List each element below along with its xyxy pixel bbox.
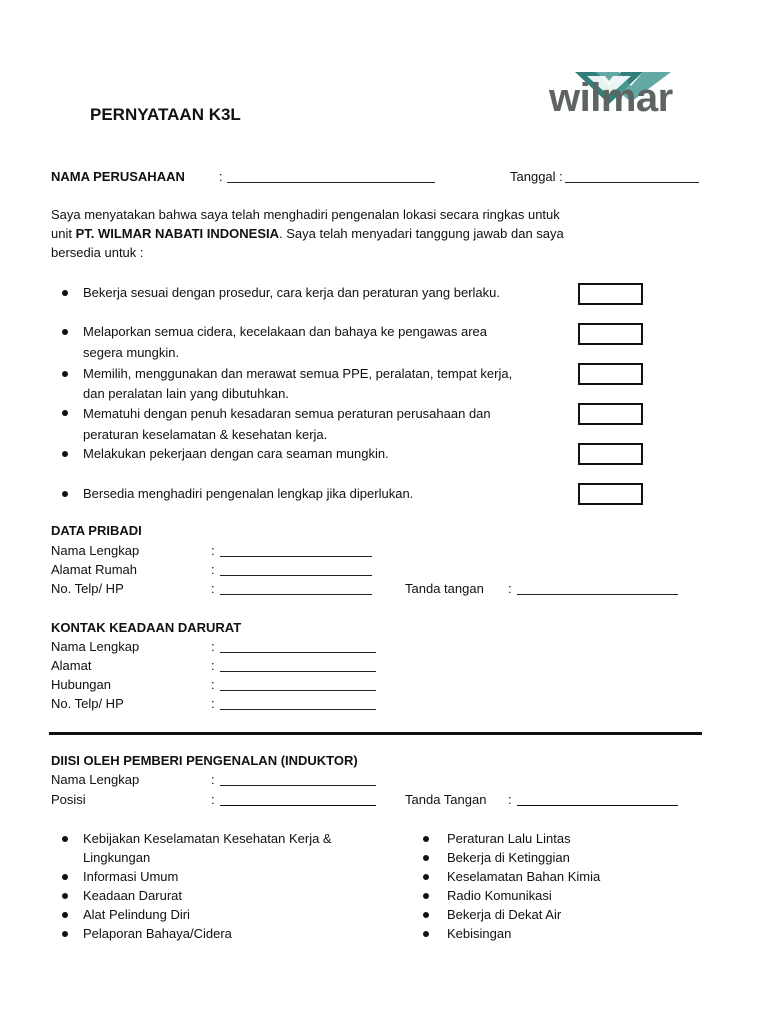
topic-item: Bekerja di Dekat Air <box>447 907 562 922</box>
wilmar-logo-text: wilmar <box>549 76 673 120</box>
personal-signature-field[interactable] <box>517 594 678 595</box>
commitment-checkbox-2[interactable] <box>578 323 643 345</box>
colon: : <box>211 562 215 577</box>
bullet-icon <box>62 329 68 335</box>
statement-company: PT. WILMAR NABATI INDONESIA <box>75 226 279 241</box>
company-name-colon: : <box>219 169 223 184</box>
personal-label-address: Alamat Rumah <box>51 562 137 577</box>
statement-line-2 <box>51 224 564 243</box>
inductor-heading: DIISI OLEH PEMBERI PENGENALAN (INDUKTOR) <box>51 753 358 768</box>
commitment-checkbox-4[interactable] <box>578 403 643 425</box>
bullet-icon <box>423 912 429 918</box>
colon: : <box>211 792 215 807</box>
topic-item: Peraturan Lalu Lintas <box>447 831 571 846</box>
emergency-address-field[interactable] <box>220 671 376 672</box>
colon: : <box>211 696 215 711</box>
personal-signature-label: Tanda tangan <box>405 581 484 596</box>
personal-heading: DATA PRIBADI <box>51 523 142 538</box>
personal-name-field[interactable] <box>220 556 372 557</box>
commitment-checkbox-1[interactable] <box>578 283 643 305</box>
colon: : <box>211 581 215 596</box>
personal-address-field[interactable] <box>220 575 372 576</box>
commitment-checkbox-3[interactable] <box>578 363 643 385</box>
topic-item: Kebisingan <box>447 926 512 941</box>
commitment-text-cont: dan peralatan lain yang dibutuhkan. <box>83 386 289 401</box>
inductor-signature-label: Tanda Tangan <box>405 792 487 807</box>
company-name-label: NAMA PERUSAHAAN <box>51 169 185 184</box>
commitment-text-cont: segera mungkin. <box>83 345 180 360</box>
topic-item: Keselamatan Bahan Kimia <box>447 869 601 884</box>
colon: : <box>211 677 215 692</box>
commitment-text: Melakukan pekerjaan dengan cara seaman mungkin. <box>83 446 389 461</box>
colon: : <box>211 658 215 673</box>
commitment-checkbox-6[interactable] <box>578 483 643 505</box>
topic-item: Keadaan Darurat <box>83 888 183 903</box>
emergency-name-field[interactable] <box>220 652 376 653</box>
inductor-label-position: Posisi <box>51 792 86 807</box>
commitment-text: Memilih, menggunakan dan merawat semua PPE, peralatan, tempat kerja, <box>83 366 513 381</box>
bullet-icon <box>62 931 68 937</box>
emergency-heading: KONTAK KEADAAN DARURAT <box>51 620 242 635</box>
personal-label-phone: No. Telp/ HP <box>51 581 124 596</box>
personal-phone-field[interactable] <box>220 594 372 595</box>
emergency-label-phone: No. Telp/ HP <box>51 696 124 711</box>
bullet-icon <box>423 931 429 937</box>
statement-prefix: unit <box>51 226 76 241</box>
statement-suffix: . Saya telah menyadari tanggung jawab dan saya <box>279 226 564 241</box>
bullet-icon <box>423 855 429 861</box>
section-divider <box>49 732 702 735</box>
emergency-phone-field[interactable] <box>220 709 376 710</box>
bullet-icon <box>62 912 68 918</box>
emergency-label-name: Nama Lengkap <box>51 639 140 654</box>
page-title: PERNYATAAN K3L <box>90 105 241 124</box>
bullet-icon <box>62 410 68 416</box>
bullet-icon <box>62 836 68 842</box>
topic-item: Informasi Umum <box>83 869 179 884</box>
date-label: Tanggal : <box>510 169 563 184</box>
company-name-field[interactable] <box>227 182 435 183</box>
colon: : <box>508 581 512 596</box>
inductor-signature-field[interactable] <box>517 805 678 806</box>
commitment-text: Mematuhi dengan penuh kesadaran semua peraturan perusahaan dan <box>83 406 491 421</box>
topic-item: Kebijakan Keselamatan Kesehatan Kerja & <box>83 831 332 846</box>
topic-item: Pelaporan Bahaya/Cidera <box>83 926 232 941</box>
statement-line-1: Saya menyatakan bahwa saya telah menghadiri pengenalan lokasi secara ringkas untuk <box>51 207 560 222</box>
colon: : <box>508 792 512 807</box>
topic-item: Radio Komunikasi <box>447 888 552 903</box>
commitment-text-cont: peraturan keselamatan & kesehatan kerja. <box>83 427 328 442</box>
bullet-icon <box>62 371 68 377</box>
colon: : <box>211 772 215 787</box>
topic-item: Alat Pelindung Diri <box>83 907 190 922</box>
topic-item: Bekerja di Ketinggian <box>447 850 570 865</box>
bullet-icon <box>423 874 429 880</box>
bullet-icon <box>423 836 429 842</box>
emergency-relation-field[interactable] <box>220 690 376 691</box>
commitment-text: Melaporkan semua cidera, kecelakaan dan bahaya ke pengawas area <box>83 324 487 339</box>
commitment-text: Bersedia menghadiri pengenalan lengkap jika diperlukan. <box>83 486 414 501</box>
bullet-icon <box>62 451 68 457</box>
inductor-label-name: Nama Lengkap <box>51 772 140 787</box>
commitment-text: Bekerja sesuai dengan prosedur, cara kerja dan peraturan yang berlaku. <box>83 285 500 300</box>
commitment-checkbox-5[interactable] <box>578 443 643 465</box>
bullet-icon <box>62 874 68 880</box>
inductor-position-field[interactable] <box>220 805 376 806</box>
emergency-label-relation: Hubungan <box>51 677 111 692</box>
bullet-icon <box>62 893 68 899</box>
personal-label-name: Nama Lengkap <box>51 543 140 558</box>
topic-item-cont: Lingkungan <box>83 850 151 865</box>
statement-line-3: bersedia untuk : <box>51 245 144 260</box>
bullet-icon <box>62 491 68 497</box>
bullet-icon <box>62 290 68 296</box>
inductor-name-field[interactable] <box>220 785 376 786</box>
bullet-icon <box>423 893 429 899</box>
colon: : <box>211 639 215 654</box>
colon: : <box>211 543 215 558</box>
date-field[interactable] <box>565 182 699 183</box>
emergency-label-address: Alamat <box>51 658 92 673</box>
